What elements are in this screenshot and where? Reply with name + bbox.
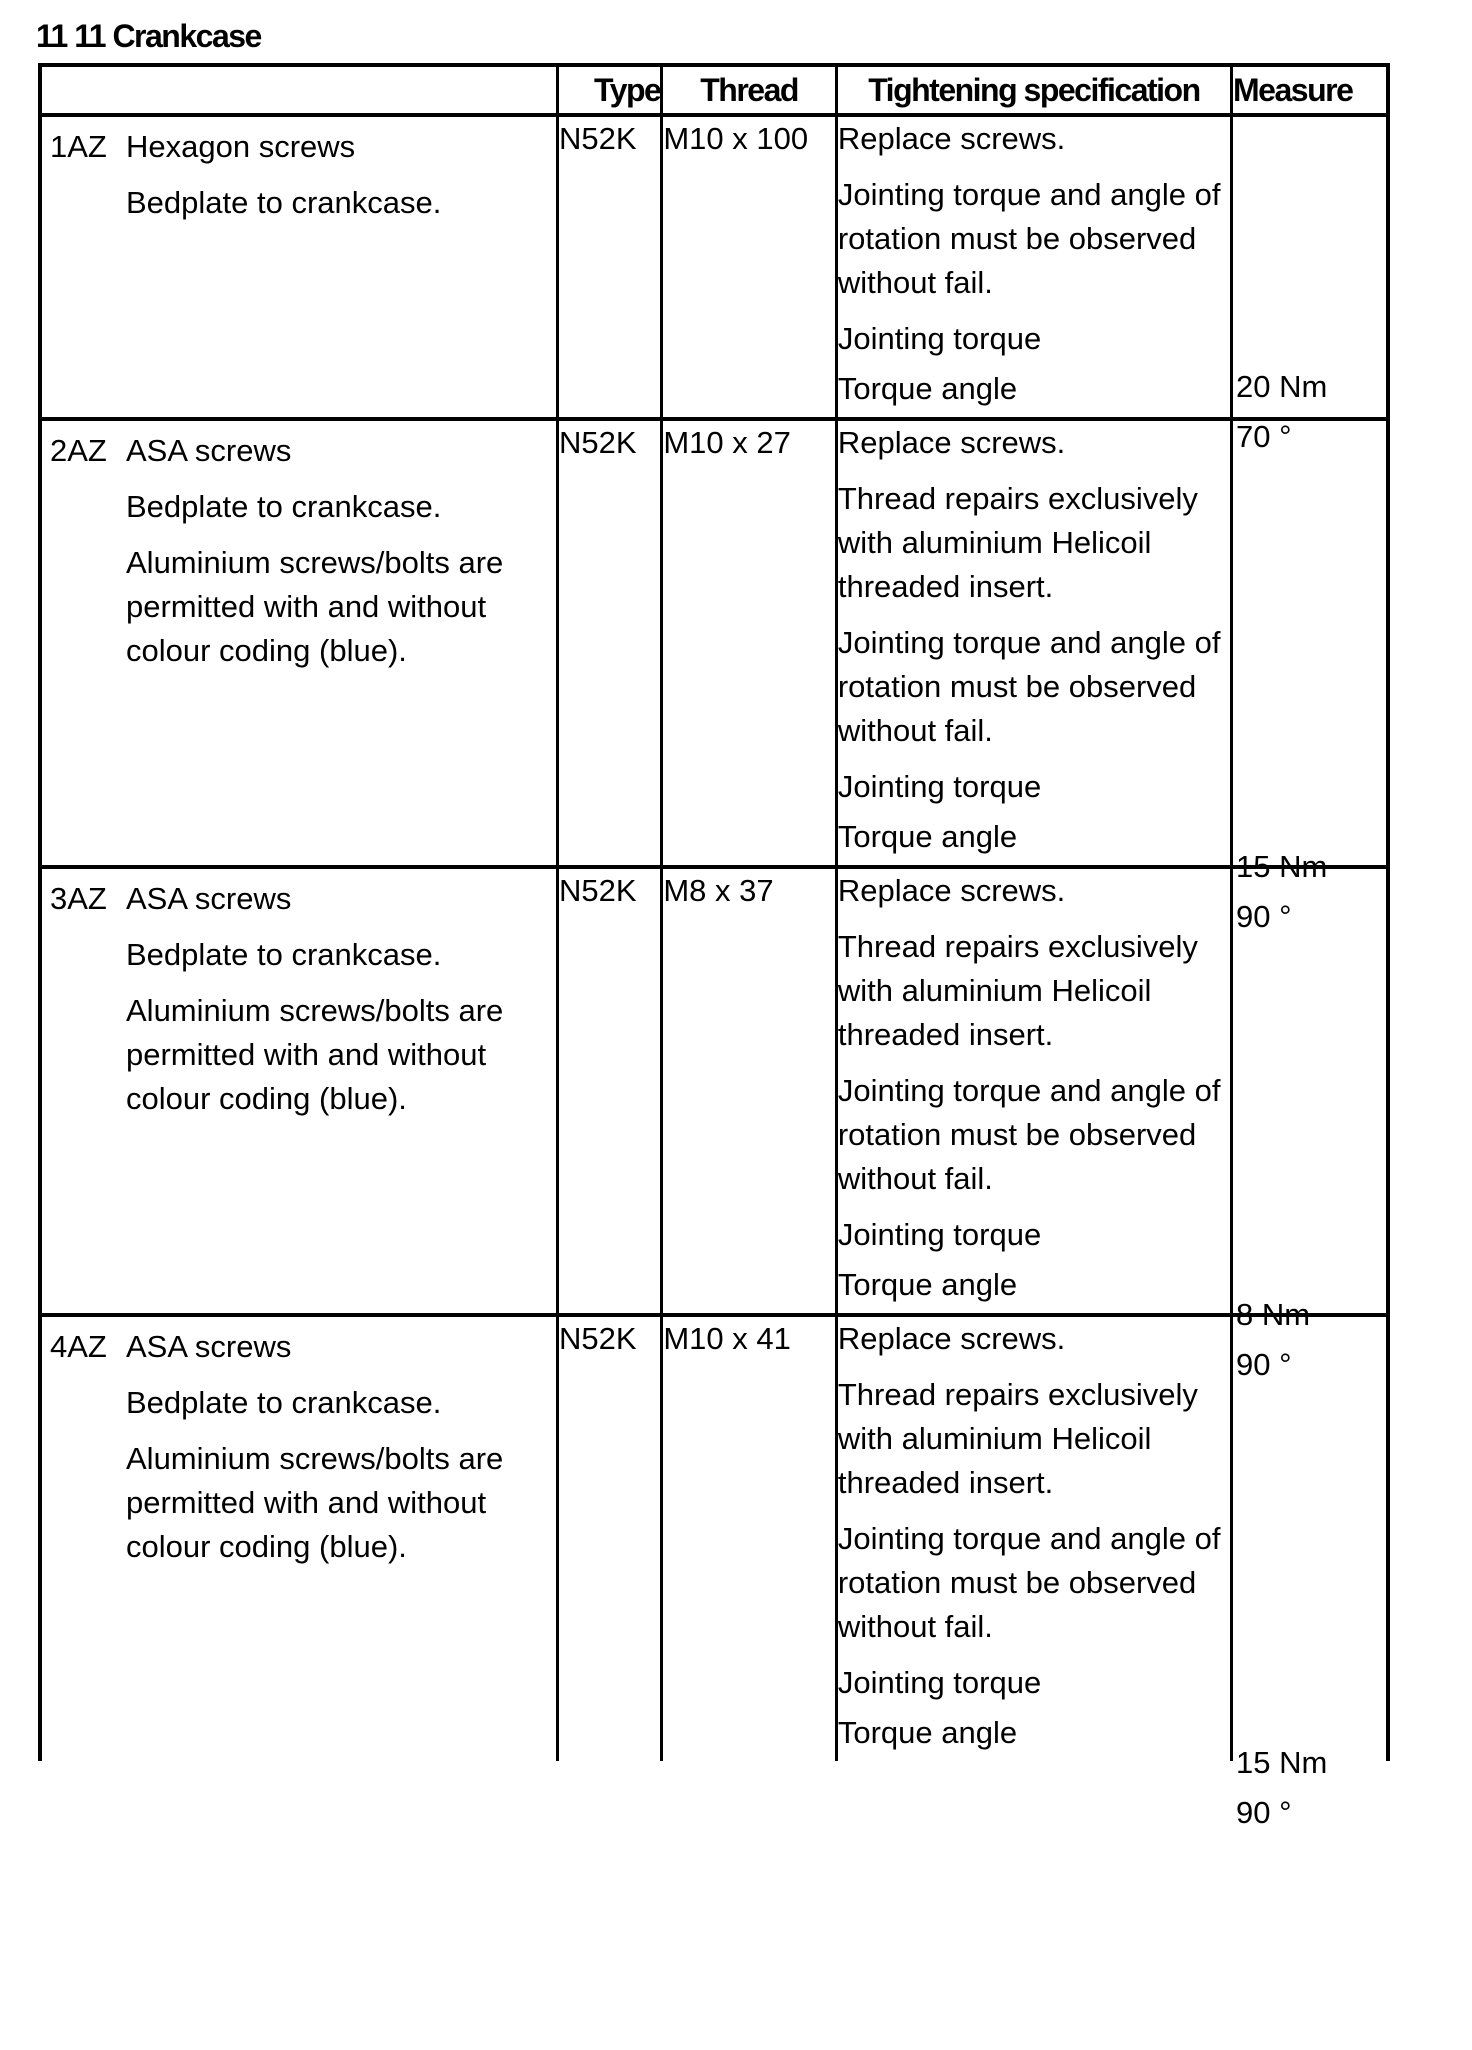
spec-note: Replace screws. xyxy=(837,425,1066,460)
description-cell xyxy=(40,1315,558,1761)
spec-cell xyxy=(836,1315,1231,1761)
table-row xyxy=(40,1315,1388,1761)
spec-cell xyxy=(836,115,1231,419)
part-location: Bedplate to crankcase. xyxy=(126,185,442,220)
part-location: Bedplate to crankcase. xyxy=(126,1385,442,1420)
measure-cell xyxy=(1232,419,1388,934)
part-location: Bedplate to crankcase. xyxy=(126,937,442,972)
angle-value: 90 ° xyxy=(1236,1347,1292,1382)
part-note: Aluminium screws/bolts are permitted with and without colour coding (blue). xyxy=(126,1441,504,1564)
description-cell xyxy=(40,867,558,1315)
part-name: ASA screws xyxy=(126,1329,292,1364)
torque-value: 8 Nm xyxy=(1236,1297,1311,1332)
page-title: 11 11 Crankcase xyxy=(36,18,261,54)
angle-label: Torque angle xyxy=(837,819,1018,854)
table-header-row xyxy=(40,65,1388,115)
thread-cell: M10 x 100 xyxy=(662,115,837,419)
torque-label: Jointing torque xyxy=(837,1217,1042,1252)
description-cell xyxy=(40,419,558,867)
angle-label: Torque angle xyxy=(837,371,1018,406)
torque-value: 15 Nm xyxy=(1236,849,1328,884)
table-row xyxy=(40,419,1388,867)
spec-cell xyxy=(836,867,1231,1315)
header-type: Type xyxy=(558,65,662,115)
torque-label: Jointing torque xyxy=(837,1665,1042,1700)
table-row xyxy=(40,115,1388,419)
torque-label: Jointing torque xyxy=(837,769,1042,804)
angle-value: 90 ° xyxy=(1236,1795,1292,1830)
spec-note: Jointing torque and angle of rotation must be observed without fail. xyxy=(837,1521,1221,1644)
table-row xyxy=(40,867,1388,1315)
header-tightening-specification: Tightening specification xyxy=(836,65,1231,115)
position-code: 1AZ xyxy=(50,129,107,164)
spec-note: Replace screws. xyxy=(837,1321,1066,1356)
position-code: 4AZ xyxy=(50,1329,107,1364)
type-cell: N52K xyxy=(558,419,662,867)
spec-note: Jointing torque and angle of rotation must be observed without fail. xyxy=(837,1073,1221,1196)
spec-note: Jointing torque and angle of rotation must be observed without fail. xyxy=(837,177,1221,300)
spec-note: Thread repairs exclusively with aluminium Helicoil threaded insert. xyxy=(837,481,1198,604)
part-name: Hexagon screws xyxy=(126,129,356,164)
header-position xyxy=(40,65,558,115)
tightening-spec-table xyxy=(38,63,1390,1830)
spec-note: Replace screws. xyxy=(837,121,1066,156)
thread-cell: M8 x 37 xyxy=(662,867,837,1315)
position-code: 3AZ xyxy=(50,881,107,916)
type-cell: N52K xyxy=(558,867,662,1315)
part-note: Aluminium screws/bolts are permitted with and without colour coding (blue). xyxy=(126,993,504,1116)
torque-label: Jointing torque xyxy=(837,321,1042,356)
header-thread: Thread xyxy=(662,65,837,115)
angle-label: Torque angle xyxy=(837,1715,1018,1750)
spec-cell xyxy=(836,419,1231,867)
thread-cell: M10 x 41 xyxy=(662,1315,837,1761)
measure-cell xyxy=(1232,115,1388,454)
spec-note: Thread repairs exclusively with aluminium Helicoil threaded insert. xyxy=(837,929,1198,1052)
part-name: ASA screws xyxy=(126,433,292,468)
torque-value: 15 Nm xyxy=(1236,1745,1328,1780)
measure-cell xyxy=(1232,1315,1388,1830)
angle-value: 70 ° xyxy=(1236,419,1292,454)
thread-cell: M10 x 27 xyxy=(662,419,837,867)
measure-cell xyxy=(1232,867,1388,1382)
angle-value: 90 ° xyxy=(1236,899,1292,934)
spec-note: Jointing torque and angle of rotation must be observed without fail. xyxy=(837,625,1221,748)
angle-label: Torque angle xyxy=(837,1267,1018,1302)
part-name: ASA screws xyxy=(126,881,292,916)
torque-value: 20 Nm xyxy=(1236,369,1328,404)
spec-note: Replace screws. xyxy=(837,873,1066,908)
header-measure: Measure xyxy=(1232,65,1388,115)
part-note: Aluminium screws/bolts are permitted with and without colour coding (blue). xyxy=(126,545,504,668)
part-location: Bedplate to crankcase. xyxy=(126,489,442,524)
type-cell: N52K xyxy=(558,1315,662,1761)
spec-note: Thread repairs exclusively with aluminium Helicoil threaded insert. xyxy=(837,1377,1198,1500)
type-cell: N52K xyxy=(558,115,662,419)
position-code: 2AZ xyxy=(50,433,107,468)
description-cell xyxy=(40,115,558,419)
